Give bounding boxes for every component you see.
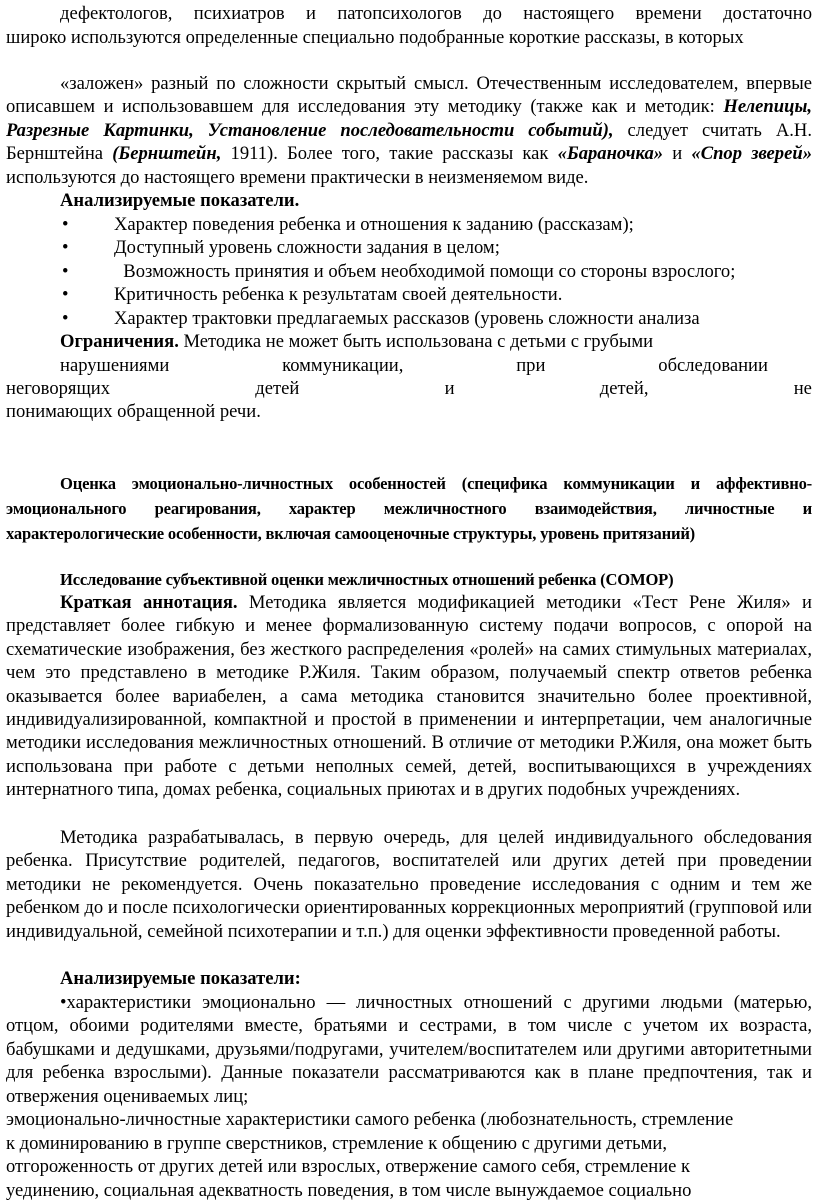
- bullet-icon: •: [60, 992, 67, 1013]
- limitations-heading: Ограничения.: [60, 331, 179, 352]
- story-title-spor-zverey: «Спор зверей»: [691, 143, 812, 165]
- bullet-icon: •: [62, 308, 69, 329]
- list-item: • Возможность принятия и объем необходимой помощи со стороны взрослого;: [62, 261, 736, 282]
- list-item: • Характер поведения ребенка и отношения к заданию (рассказам);: [62, 214, 634, 235]
- list-item: • Критичность ребенка к результатам своей деятельности.: [62, 284, 563, 305]
- author-citation: (Бернштейн,: [112, 143, 222, 165]
- development-paragraph: Методика разрабатывалась, в первую очередь, для целей индивидуального обследования ребенка. Присутствие родителей, педагогов, воспитателей или других детей при проведении методики не рекомендуется. Очень показательно проведение исследования с одним и тем же ребенком до и после психологически ориентированных коррекционных мероприятий (групповой или индивидуальной, семейной психотерапии и т.п.) для оценки эффективности проведенной работы.: [6, 827, 812, 942]
- study-title: Исследование субъективной оценки межличностных отношений ребенка (СОМОР): [60, 570, 674, 589]
- limitations-row-4: понимающих обращенной речи.: [6, 401, 261, 422]
- limitations-row-2: нарушениями коммуникации, при обследовании: [60, 355, 768, 376]
- list-item-line: эмоционально-личностные характеристики самого ребенка (любознательность, стремление: [6, 1109, 734, 1130]
- limitations-line: Ограничения. Методика не может быть использована с детьми с грубыми: [60, 331, 654, 352]
- list-item: • Характер трактовки предлагаемых рассказов (уровень сложности анализа: [62, 308, 700, 329]
- intro-paragraph: «заложен» разный по сложности скрытый смысл. Отечественным исследователем, впервые описавшем и использовавшем для исследования эту методику (также как и методик: Нелепицы, Разрезные Картинки, Установление последовательности событий), следует считать А.Н. Бернштейна (Бернштейн, 1911). Более того, такие рассказы как «Бараночка» и «Спор зверей» используются до настоящего времени практически в неизменяемом виде.: [6, 73, 812, 188]
- bullet-icon: •: [62, 237, 69, 258]
- annotation-paragraph: Краткая аннотация. Методика является модификацией методики «Тест Рене Жиля» и представляет более гибкую и менее формализованную систему подачи вопросов, с опорой на схематические изображения, без жесткого распределения «ролей» на самих стимульных материалах, чем это представлено в методике Р.Жиля. Таким образом, получаемый спектр ответов ребенка оказывается более вариабелен, а сама методика становится значительно более проективной, индивидуализированной, компактной и простой в применении и интерпретации, чем аналогичные методики исследования межличностных отношений. В отличие от методики Р.Жиля, она может быть использована при работе с детьми неполных семей, детей, воспитывающихся в учреждениях интернатного типа, домах ребенка, социальных приютах и в других подобных учреждениях.: [6, 592, 813, 801]
- bullet-icon: •: [62, 284, 69, 305]
- list-item-line: уединению, социальная адекватность поведения, в том числе вынуждаемое социально: [6, 1180, 692, 1201]
- intro-line-2: широко используются определенные специально подобранные короткие рассказы, в которых: [6, 27, 744, 48]
- bullet-icon: •: [62, 261, 69, 282]
- list-item: • Доступный уровень сложности задания в целом;: [62, 237, 500, 258]
- list-item-line: к доминированию в группе сверстников, стремление к общению с другими детьми,: [6, 1133, 667, 1154]
- method-names: Нелепицы, Разрезные Картинки, Установление последовательности событий),: [6, 96, 812, 141]
- list-item-line: отгороженность от других детей или взрослых, отвержение самого себя, стремление к: [6, 1156, 691, 1177]
- indicators-heading: Анализируемые показатели.: [60, 190, 300, 211]
- annotation-heading: Краткая аннотация.: [60, 592, 238, 613]
- bullet-icon: •: [62, 214, 69, 235]
- list-item: •характеристики эмоционально — личностных отношений с другими людьми (матерью, отцом, обоими родителями вместе, братьями и сестрами, в том числе с учетом их возраста, бабушками и дедушками, друзьями/подругами, учителем/воспитателем или другими авторитетными для ребенка взрослыми). Данные показатели рассматриваются как в плане предпочтения, так и отвержения оцениваемых лиц;: [6, 992, 812, 1107]
- section-heading: Оценка эмоционально-личностных особенностей (специфика коммуникации и аффективно-эмоционального реагирования, характер межличностного взаимодействия, личностные и характерологические особенности, включая самооценочные структуры, уровень притязаний): [6, 474, 812, 543]
- intro-line-1: дефектологов, психиатров и патопсихологов до настоящего времени достаточно: [60, 3, 812, 24]
- story-title-baranochka: «Бараночка»: [557, 143, 664, 165]
- indicators-heading-2: Анализируемые показатели:: [60, 968, 301, 989]
- limitations-row-3: неговорящих детей и детей, не: [6, 378, 812, 399]
